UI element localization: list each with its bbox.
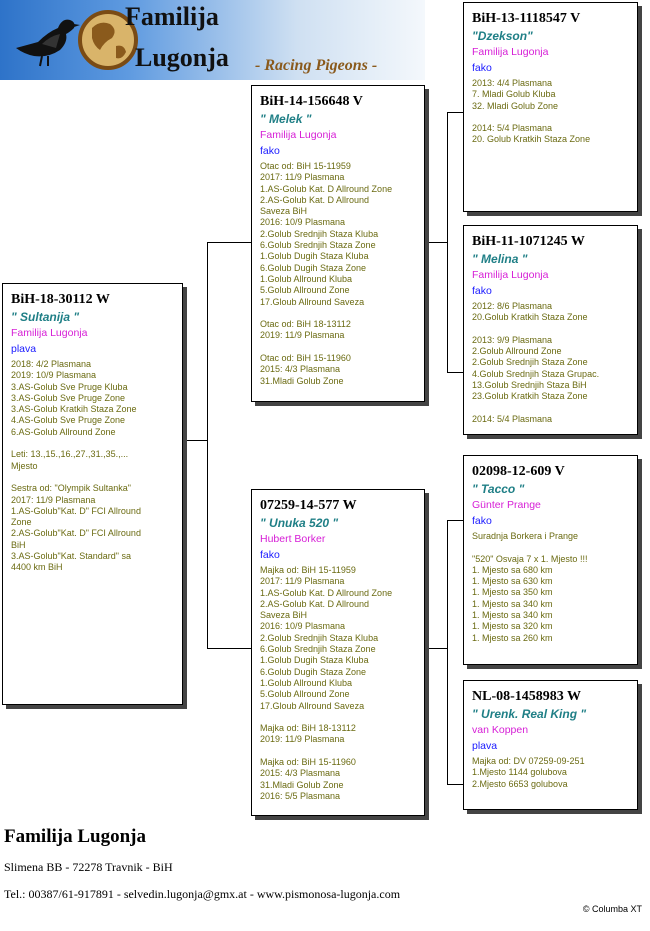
achievements — [260, 565, 416, 802]
pigeon-color: fako — [472, 62, 492, 74]
achievement-line — [11, 472, 174, 483]
connector — [447, 112, 463, 113]
pigeon-icon — [12, 8, 82, 68]
achievement-line: 2.Golub Srednjih Staza Kluba — [260, 632, 379, 643]
achievement-line: 2017: 11/9 Plasmana — [260, 576, 345, 587]
achievement-line: 1.AS-Golub Kat. D Allround Zone — [260, 183, 393, 194]
logo-subtitle: - Racing Pigeons - — [255, 57, 378, 74]
achievement-line: 1.Golub Allround Kluba — [260, 677, 353, 688]
achievement-line: 7. Mladi Golub Kluba — [472, 89, 556, 100]
achievement-line: 31.Mladi Golub Zone — [260, 779, 344, 790]
achievement-line — [260, 712, 416, 723]
achievement-line: 1. Mjesto sa 260 km — [472, 632, 553, 643]
achievement-line: Majka od: BiH 15-11960 — [260, 757, 356, 768]
connector — [207, 242, 208, 648]
achievement-line: Saveza BiH — [260, 610, 308, 621]
achievement-line — [472, 542, 629, 553]
connector — [447, 784, 463, 785]
achievement-line: 20. Golub Kratkih Staza Zone — [472, 134, 591, 145]
owner: Günter Prange — [472, 499, 541, 511]
achievement-line: Sestra od: "Olympik Sultanka" — [11, 483, 131, 494]
achievement-line — [472, 324, 629, 335]
achievement-line: 2014: 5/4 Plasmana — [472, 413, 553, 424]
achievement-line — [11, 438, 174, 449]
pigeon-name: " Sultanija " — [11, 310, 80, 324]
achievement-line: 6.Golub Srednjih Staza Zone — [260, 644, 376, 655]
achievement-line: 4.Golub Srednjih Staza Grupac. — [472, 368, 600, 379]
pigeon-name: " Melek " — [260, 112, 312, 126]
achievement-line: Majka od: BiH 15-11959 — [260, 565, 356, 575]
achievement-line: 2016: 5/5 Plasmana — [260, 790, 341, 801]
achievements — [472, 78, 629, 146]
achievement-line: 2014: 5/4 Plasmana — [472, 123, 553, 134]
pigeon-name: " Unuka 520 " — [260, 516, 339, 530]
connector — [207, 648, 251, 649]
achievement-line: 3.AS-Golub"Kat. Standard" sa — [11, 551, 131, 562]
connector — [425, 648, 447, 649]
achievement-line: 1.AS-Golub Kat. D Allround Zone — [260, 587, 393, 598]
achievement-line: 17.Gloub Allround Saveza — [260, 296, 365, 307]
achievement-line: 17.Gloub Allround Saveza — [260, 700, 365, 711]
achievement-line: 2013: 9/9 Plasmana — [472, 334, 553, 345]
achievement-line: 13.Golub Srednjih Staza BiH — [472, 380, 587, 391]
achievement-line: Majka od: BiH 18-13112 — [260, 723, 356, 734]
achievement-line: 2.Mjesto 6653 golubova — [472, 778, 568, 789]
pigeon-card-dam-sire — [463, 455, 638, 665]
ring-number: BiH-18-30112 W — [11, 292, 110, 307]
achievements — [472, 531, 629, 644]
achievement-line: 2.Golub Srednjih Staza Kluba — [260, 228, 379, 239]
achievement-line: 2013: 4/4 Plasmana — [472, 78, 553, 88]
achievement-line: 6.Golub Dugih Staza Zone — [260, 262, 367, 273]
pigeon-card-dam — [251, 489, 425, 816]
connector — [425, 242, 447, 243]
achievement-line: 6.AS-Golub Allround Zone — [11, 426, 116, 437]
achievements — [11, 359, 174, 574]
owner: Familija Lugonja — [472, 46, 549, 58]
achievement-line: 23.Golub Kratkih Staza Zone — [472, 391, 588, 402]
achievement-line: Otac od: BiH 15-11959 — [260, 161, 351, 171]
achievement-line — [472, 112, 629, 123]
achievement-line — [260, 746, 416, 757]
ring-number: 07259-14-577 W — [260, 498, 357, 513]
achievement-line: "520" Osvaja 7 x 1. Mjesto !!! — [472, 553, 588, 564]
achievement-line: 1. Mjesto sa 340 km — [472, 610, 553, 621]
ring-number: BiH-13-1118547 V — [472, 11, 581, 26]
connector — [447, 520, 448, 784]
achievement-line: 1.Golub Dugih Staza Kluba — [260, 251, 369, 262]
achievement-line: 2016: 10/9 Plasmana — [260, 621, 346, 632]
achievements — [260, 161, 416, 387]
achievement-line: 20.Golub Kratkih Staza Zone — [472, 312, 588, 323]
achievement-line: 1. Mjesto sa 680 km — [472, 564, 553, 575]
achievement-line: 32. Mladi Golub Zone — [472, 100, 559, 111]
achievement-line: 3.AS-Golub Kratkih Staza Zone — [11, 404, 137, 415]
achievements — [472, 301, 629, 425]
pigeon-card-sire-sire — [463, 2, 638, 212]
achievement-line: 2018: 4/2 Plasmana — [11, 359, 92, 369]
achievement-line: 2016: 10/9 Plasmana — [260, 217, 346, 228]
achievement-line: Otac od: BiH 18-13112 — [260, 319, 351, 330]
achievement-line: 1.Golub Dugih Staza Kluba — [260, 655, 369, 666]
logo-title-line1: Familija — [125, 2, 219, 31]
achievements — [472, 756, 629, 790]
pigeon-name: " Tacco " — [472, 482, 525, 496]
achievement-line: Mjesto — [11, 460, 38, 471]
header-banner — [0, 0, 425, 80]
achievement-line: 2019: 11/9 Plasmana — [260, 734, 345, 745]
achievement-line: 1.AS-Golub"Kat. D" FCI Allround — [11, 505, 141, 516]
achievement-line: BiH — [11, 539, 26, 550]
achievement-line: 2019: 11/9 Plasmana — [260, 330, 345, 341]
footer-name: Familija Lugonja — [4, 826, 146, 847]
pigeon-card-sire-dam — [463, 225, 638, 435]
footer-address: Slimena BB - 72278 Travnik - BiH — [4, 860, 173, 874]
achievement-line: 2017: 11/9 Plasmana — [11, 494, 96, 505]
achievement-line: 3.AS-Golub Sve Pruge Kluba — [11, 381, 128, 392]
achievement-line: 4.AS-Golub Sve Pruge Zone — [11, 415, 126, 426]
pigeon-card-sire — [251, 85, 425, 402]
connector — [183, 440, 207, 441]
logo-title-line2: Lugonja — [135, 43, 229, 72]
achievement-line: 6.Golub Dugih Staza Zone — [260, 666, 367, 677]
achievement-line: Leti: 13.,15.,16.,27.,31.,35.,... — [11, 449, 129, 460]
pigeon-color: plava — [472, 740, 498, 752]
footer-contact: Tel.: 00387/61-917891 - selvedin.lugonja@gmx.at - www.pismonosa-lugonja.com — [4, 887, 401, 901]
pigeon-color: plava — [11, 343, 37, 355]
owner: van Koppen — [472, 724, 529, 736]
achievement-line: 2015: 4/3 Plasmana — [260, 364, 341, 375]
achievement-line: 1. Mjesto sa 630 km — [472, 576, 553, 587]
achievement-line: Otac od: BiH 15-11960 — [260, 353, 351, 364]
achievement-line: Suradnja Borkera i Prange — [472, 531, 579, 541]
achievement-line: 5.Golub Allround Zone — [260, 285, 350, 296]
achievement-line: 2015: 4/3 Plasmana — [260, 768, 341, 779]
pigeon-color: fako — [260, 549, 280, 561]
pigeon-name: "Dzekson" — [472, 29, 533, 43]
achievement-line: 1.Golub Allround Kluba — [260, 273, 353, 284]
achievement-line: 5.Golub Allround Zone — [260, 689, 350, 700]
achievement-line — [472, 403, 629, 414]
connector — [447, 112, 448, 372]
pigeon-name: " Melina " — [472, 252, 528, 266]
connector — [447, 520, 463, 521]
achievement-line: 1. Mjesto sa 350 km — [472, 587, 553, 598]
owner: Hubert Borker — [260, 533, 326, 545]
achievement-line: Saveza BiH — [260, 206, 308, 217]
achievement-line: Majka od: DV 07259-09-251 — [472, 756, 585, 766]
achievement-line: 2012: 8/6 Plasmana — [472, 301, 553, 311]
achievement-line: 3.AS-Golub Sve Pruge Zone — [11, 392, 126, 403]
pigeon-color: fako — [472, 285, 492, 297]
pigeon-card-dam-dam — [463, 680, 638, 810]
owner: Familija Lugonja — [11, 327, 88, 339]
achievement-line: 2.AS-Golub Kat. D Allround — [260, 598, 370, 609]
achievement-line: Zone — [11, 517, 32, 528]
connector — [207, 242, 251, 243]
pigeon-name: " Urenk. Real King " — [472, 707, 587, 721]
ring-number: 02098-12-609 V — [472, 464, 565, 479]
achievement-line: 2.AS-Golub Kat. D Allround — [260, 194, 370, 205]
ring-number: BiH-11-1071245 W — [472, 234, 585, 249]
achievement-line: 2.Golub Allround Zone — [472, 346, 562, 357]
achievement-line: 2019: 10/9 Plasmana — [11, 370, 97, 381]
achievement-line: 31.Mladi Golub Zone — [260, 375, 344, 386]
achievement-line: 2.AS-Golub"Kat. D" FCI Allround — [11, 528, 141, 539]
achievement-line — [260, 342, 416, 353]
achievement-line: 4400 km BiH — [11, 562, 63, 573]
ring-number: BiH-14-156648 V — [260, 94, 363, 109]
achievement-line — [260, 308, 416, 319]
copyright: © Columba XT — [582, 904, 642, 914]
pigeon-card-main — [2, 283, 183, 705]
pigeon-color: fako — [260, 145, 280, 157]
achievement-line: 2017: 11/9 Plasmana — [260, 172, 345, 183]
owner: Familija Lugonja — [472, 269, 549, 281]
achievement-line: 1. Mjesto sa 340 km — [472, 598, 553, 609]
achievement-line: 2.Golub Srednjih Staza Zone — [472, 357, 588, 368]
achievement-line: 1. Mjesto sa 320 km — [472, 621, 553, 632]
connector — [447, 372, 463, 373]
achievement-line: 1.Mjesto 1144 golubova — [472, 767, 567, 778]
owner: Familija Lugonja — [260, 129, 337, 141]
pigeon-color: fako — [472, 515, 492, 527]
achievement-line: 6.Golub Srednjih Staza Zone — [260, 240, 376, 251]
ring-number: NL-08-1458983 W — [472, 689, 582, 704]
